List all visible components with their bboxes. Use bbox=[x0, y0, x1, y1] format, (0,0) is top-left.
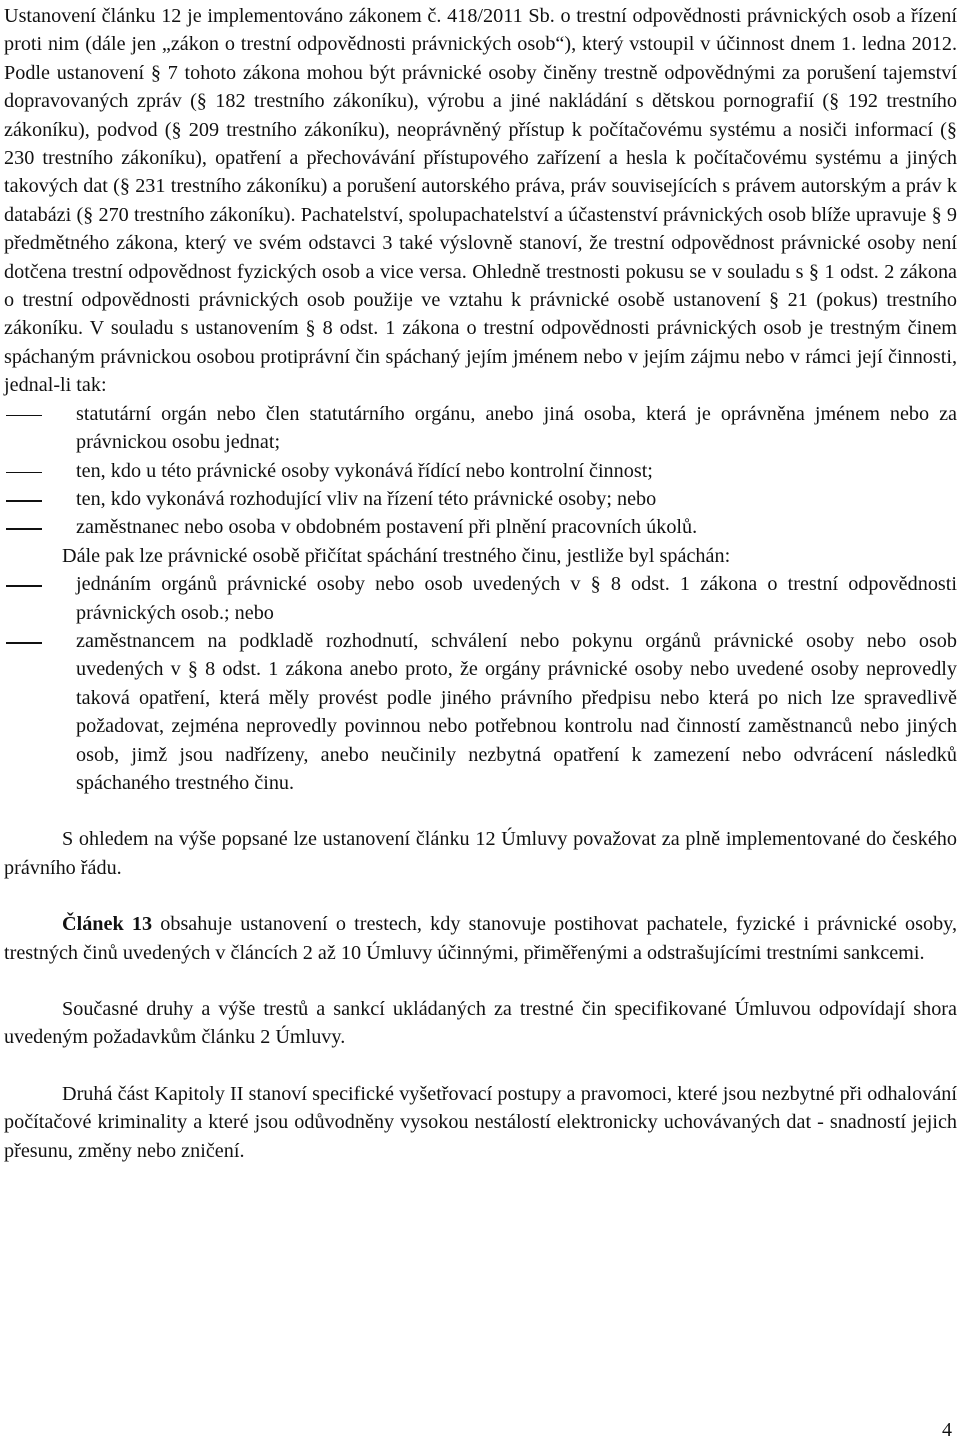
list-item bbox=[4, 627, 957, 797]
paragraph-article-12-implementation: Ustanovení článku 12 je implementováno zákonem č. 418/2011 Sb. o trestní odpovědnosti právnických osob a řízení proti nim (dále jen „zákon o trestní odpovědnosti právnických osob“), který vstoupil v účinnost dnem 1. ledna 2012. Podle ustanovení § 7 tohoto zákona mohou být právnické osoby činěny trestně odpovědnými za porušení tajemství dopravovaných zpráv (§ 182 trestního zákoníku), výrobu a jiné nakládání s dětskou pornografií (§ 192 trestního zákoníku), podvod (§ 209 trestního zákoníku), neoprávněný přístup k počítačovému systému a nosiči informací (§ 230 trestního zákoníku), opatření a přechovávání přístupového zařízení a hesla k počítačovému systému a jiných takových dat (§ 231 trestního zákoníku) a porušení autorského práva, práv souvisejících s právem autorským a práv k databázi (§ 270 trestního zákoníku). Pachatelství, spolupachatelství a účastenství právnických osob blíže upravuje § 9 předmětného zákona, který ve svém odstavci 3 také výslovně stanoví, že trestní odpovědnost právnické osoby není dotčena trestní odpovědnost fyzických osob a vice versa. Ohledně trestnosti pokusu se v souladu s § 1 odst. 2 zákona o trestní odpovědnosti právnických osob použije ve vztahu k právnické osobě ustanovení § 21 (pokus) trestního zákoníku. V souladu s ustanovením § 8 odst. 1 zákona o trestní odpovědnosti právnických osob je trestným činem spáchaným právnickou osobou protiprávní čin spáchaný jejím jménem nebo v jejím zájmu nebo v rámci její činnosti, jednal-li tak: bbox=[4, 5, 957, 397]
document-page bbox=[4, 2, 957, 1165]
paragraph-chapter-ii-part-two: Druhá část Kapitoly II stanoví specifické vyšetřovací postupy a pravomoci, které jsou nezbytné při odhalování počítačové kriminality a které jsou odůvodněny vysokou nestálostí elektronicky uchovávaných dat - snadností jejich přesunu, změny nebo zničení. bbox=[4, 1082, 957, 1162]
paragraph-attribution-intro: Dále pak lze právnické osobě přičítat spáchání trestného činu, jestliže byl spáchán: bbox=[62, 544, 731, 567]
paragraph-current-penalties: Současné druhy a výše trestů a sankcí ukládaných za trestné čin specifikované Úmluvou odpovídají shora uvedeným požadavkům článku 2 Úmluvy. bbox=[4, 998, 957, 1049]
list-item bbox=[4, 570, 957, 627]
list-item-text: ten, kdo vykonává rozhodující vliv na řízení této právnické osoby; nebo bbox=[76, 487, 657, 510]
list-item-text: statutární orgán nebo člen statutárního orgánu, anebo jiná osoba, která je oprávněna jménem nebo za právnickou osobu jednat; bbox=[76, 402, 957, 454]
list-offender-persons bbox=[4, 400, 957, 542]
list-item bbox=[4, 485, 957, 513]
list-item-text: jednáním orgánů právnické osoby nebo osob uvedených v § 8 odst. 1 zákona o trestní odpovědnosti právnických osob.; nebo bbox=[76, 573, 957, 624]
page-number: 4 bbox=[942, 1419, 952, 1441]
list-item-text: ten, kdo u této právnické osoby vykonává řídící nebo kontrolní činnost; bbox=[76, 459, 653, 482]
article-13-heading: Článek 13 bbox=[62, 913, 153, 936]
list-attribution-conditions bbox=[4, 570, 957, 797]
list-item-text: zaměstnancem na podkladě rozhodnutí, schválení nebo pokynu orgánů právnické osoby nebo osob uvedených v § 8 odst. 1 zákona anebo proto, že orgány právnické osoby nebo uvedené osoby neprovedly taková opatření, která měly provést podle jiného právního předpisu nebo která po nich lze spravedlivě požadovat, zejména neprovedly povinnou nebo potřebnou kontrolu nad činností zaměstnanců nebo jiných osob, jimž jsou nadřízeny, anebo neučinily nezbytná opatření k zamezení nebo odvrácení následků spáchaného trestného činu. bbox=[76, 629, 957, 794]
paragraph-article-13 bbox=[4, 910, 957, 967]
paragraph-conclusion-article-12: S ohledem na výše popsané lze ustanovení článku 12 Úmluvy považovat za plně implementované do českého právního řádu. bbox=[4, 828, 957, 879]
list-item-text: zaměstnanec nebo osoba v obdobném postavení při plnění pracovních úkolů. bbox=[76, 516, 698, 539]
article-13-text: obsahuje ustanovení o trestech, kdy stanovuje postihovat pachatele, fyzické i právnické osoby, trestných činů uvedených v článcích 2 až 10 Úmluvy účinnými, přiměřenými a odstrašujícími trestními sankcemi. bbox=[4, 913, 957, 964]
list-item bbox=[4, 457, 957, 485]
list-item bbox=[4, 513, 957, 541]
list-item bbox=[4, 400, 957, 457]
